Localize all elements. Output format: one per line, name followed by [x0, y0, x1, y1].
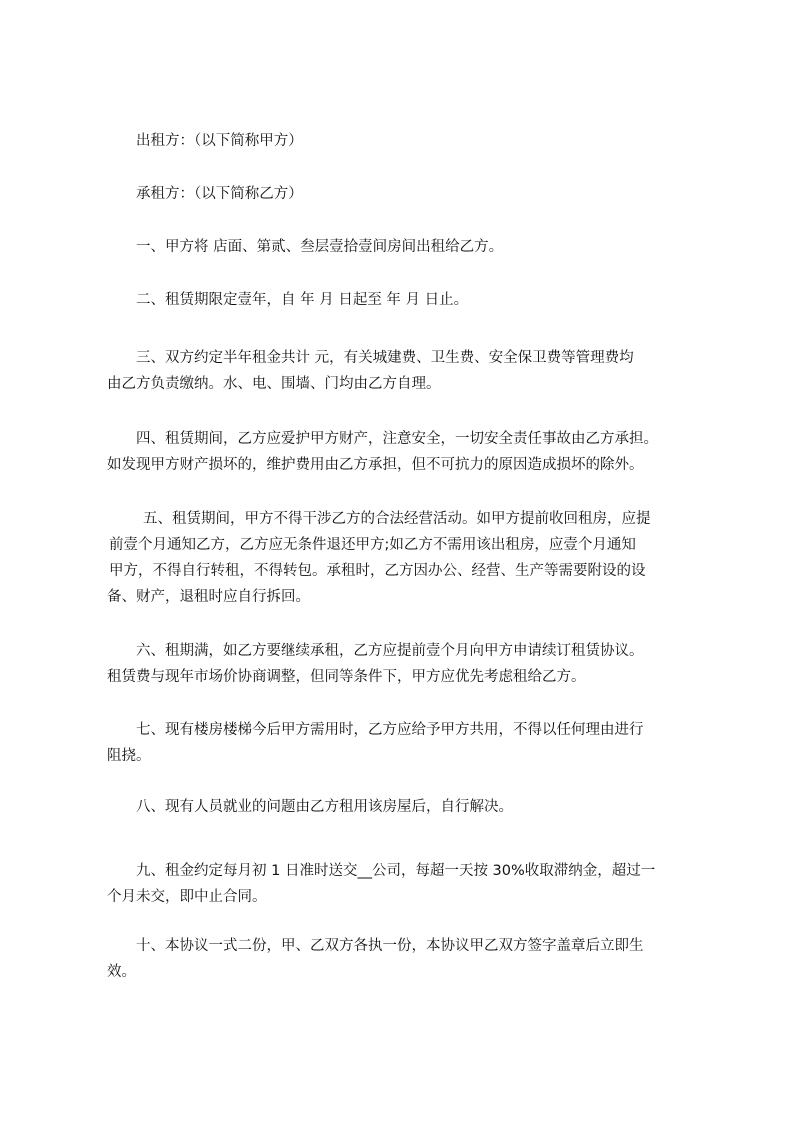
clause-5-line-4: 备、财产，退租时应自行拆回。: [107, 589, 310, 605]
clause-7-line-1: 七、现有楼房楼梯今后甲方需用时，乙方应给予甲方共用，不得以任何理由进行: [136, 722, 644, 738]
clause-2: 二、租赁期限定壹年，自 年 月 日起至 年 月 日止。: [136, 292, 469, 308]
clause-8: 八、现有人员就业的问题由乙方租用该房屋后，自行解决。: [136, 799, 513, 815]
clause-10: [107, 933, 707, 985]
clause-6: [107, 638, 707, 690]
lessor-line: 出租方：（以下简称甲方）: [136, 133, 303, 149]
clause-6-line-1: 六、租期满，如乙方要继续承租，乙方应提前壹个月向甲方申请续订租赁协议。: [136, 643, 644, 659]
clause-6-line-2: 租赁费与现年市场价协商调整，但同等条件下，甲方应优先考虑租给乙方。: [107, 669, 586, 685]
clause-5: [107, 506, 707, 610]
clause-3-line-1: 三、双方约定半年租金共计 元，有关城建费、卫生费、安全保卫费等管理费均: [136, 350, 634, 366]
clause-5-line-1: 五、租赁期间，甲方不得干涉乙方的合法经营活动。如甲方提前收回租房，应提: [143, 511, 651, 527]
clause-10-line-1: 十、本协议一式二份，甲、乙双方各执一份，本协议甲乙双方签字盖章后立即生: [136, 938, 644, 954]
clause-4-line-1: 四、租赁期间，乙方应爱护甲方财产，注意安全，一切安全责任事故由乙方承担。: [136, 431, 658, 447]
clause-7: [107, 717, 707, 769]
clause-1: 一、甲方将 店面、第贰、叁层壹拾壹间房间出租给乙方。: [136, 239, 504, 255]
clause-5-line-2: 前壹个月通知乙方，乙方应无条件退还甲方;如乙方不需用该出租房，应壹个月通知: [109, 537, 636, 553]
clause-10-line-2: 效。: [107, 964, 136, 980]
clause-3: [107, 345, 707, 397]
clause-5-line-3: 甲方，不得自行转租，不得转包。承租时，乙方因办公、经营、生产等需要附设的设: [109, 563, 646, 579]
clause-9-line-1: 九、租金约定每月初 1 日准时送交__公司，每超一天按 30%收取滞纳金，超过一: [136, 863, 656, 879]
clause-9: [107, 858, 707, 910]
clause-4-line-2: 如发现甲方财产损坏的，维护费用由乙方承担，但不可抗力的原因造成损坏的除外。: [107, 457, 644, 473]
clause-4: [107, 426, 717, 478]
lessee-line: 承租方：（以下简称乙方）: [136, 186, 303, 202]
clause-3-line-2: 由乙方负责缴纳。水、电、围墙、门均由乙方自理。: [107, 376, 441, 392]
clause-9-line-2: 个月未交，即中止合同。: [107, 889, 267, 905]
clause-7-line-2: 阻挠。: [107, 748, 151, 764]
